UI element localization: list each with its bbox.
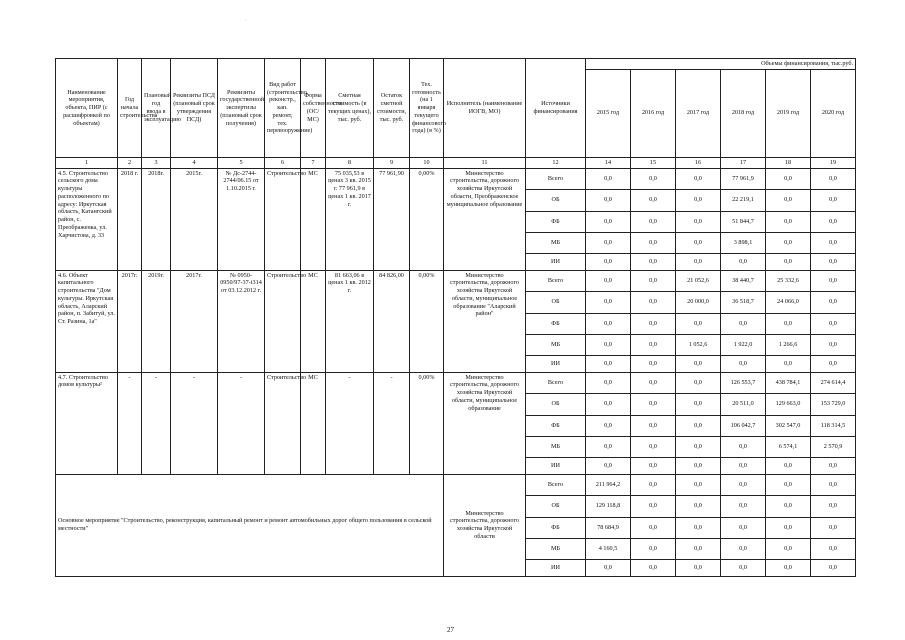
hdr-year: 2015 год	[586, 69, 631, 157]
value-cell: 118 314,5	[811, 415, 856, 436]
value-cell: 0,0	[766, 189, 811, 211]
value-cell: 0,0	[811, 253, 856, 270]
readiness: 0,00%	[410, 372, 444, 474]
value-cell: 0,0	[586, 313, 631, 334]
value-cell: 0,0	[721, 517, 766, 538]
column-number: 19	[811, 157, 856, 168]
value-cell: 0,0	[811, 457, 856, 474]
value-cell: 129 118,8	[586, 495, 631, 517]
value-cell: 0,0	[721, 495, 766, 517]
value-cell: 0,0	[586, 393, 631, 415]
estimate-cost: -	[326, 372, 374, 474]
value-cell: 0,0	[676, 232, 721, 253]
value-cell: 0,0	[811, 334, 856, 355]
hdr-executor: Исполнитель (наименование ИОГВ, МО)	[444, 59, 526, 158]
source-cell: ОБ	[526, 495, 586, 517]
value-cell: 0,0	[631, 538, 676, 559]
source-cell: ИИ	[526, 457, 586, 474]
value-cell: 0,0	[586, 291, 631, 313]
value-cell: 0,0	[721, 474, 766, 495]
source-cell: ОБ	[526, 189, 586, 211]
hdr-volumes: Объемы финансирования, тыс.руб.	[586, 59, 856, 70]
value-cell: 0,0	[721, 559, 766, 576]
value-cell: 0,0	[811, 291, 856, 313]
source-cell: ФБ	[526, 415, 586, 436]
column-number: 10	[410, 157, 444, 168]
value-cell: 0,0	[721, 313, 766, 334]
value-cell: 0,0	[676, 474, 721, 495]
source-cell: ИИ	[526, 253, 586, 270]
year-start: 2017г.	[118, 270, 142, 372]
value-cell: 0,0	[586, 415, 631, 436]
work-type: Строительство	[265, 168, 301, 270]
value-cell: 0,0	[631, 495, 676, 517]
main-event-name: Основное мероприятие "Строительство, реконструкция, капитальный ремонт и ремонт автомобильных дорог общего пользования в сельской местности"	[56, 474, 444, 576]
source-cell: Всего	[526, 168, 586, 189]
value-cell: 0,0	[586, 457, 631, 474]
year-plan: -	[142, 372, 171, 474]
value-cell: 0,0	[631, 474, 676, 495]
value-cell: 0,0	[811, 474, 856, 495]
hdr-name: Наименование мероприятия, объекта, ПИР (с расшифровкой по объектам)	[56, 59, 118, 158]
value-cell: 3 898,1	[721, 232, 766, 253]
hdr-remainder: Остаток сметной стоимости, тыс. руб.	[374, 59, 410, 158]
column-number: 12	[526, 157, 586, 168]
value-cell: 0,0	[631, 559, 676, 576]
hdr-readiness: Тех. готовность (на 1 января текущего финансового года) (в %)	[410, 59, 444, 158]
source-cell: МБ	[526, 436, 586, 457]
value-cell: 0,0	[811, 313, 856, 334]
column-number: 8	[326, 157, 374, 168]
column-number: 11	[444, 157, 526, 168]
expertise-details: № 0950-0950/97-37-i314 от 03.12.2012 г.	[218, 270, 265, 372]
executor: Министерство строительства, дорожного хозяйства Иркутской области, муниципальное образование "Аларский район"	[444, 270, 526, 372]
hdr-year-start: Год начала строительства	[118, 59, 142, 158]
column-number: 4	[171, 157, 218, 168]
value-cell: 0,0	[766, 559, 811, 576]
hdr-year: 2020 год	[811, 69, 856, 157]
source-cell: МБ	[526, 538, 586, 559]
value-cell: 51 844,7	[721, 211, 766, 232]
value-cell: 0,0	[721, 538, 766, 559]
value-cell: 0,0	[631, 313, 676, 334]
source-cell: ИИ	[526, 355, 586, 372]
scan-mark: ·	[245, 18, 247, 24]
readiness: 0,00%	[410, 168, 444, 270]
source-cell: ОБ	[526, 393, 586, 415]
value-cell: 438 784,1	[766, 372, 811, 393]
value-cell: 0,0	[586, 189, 631, 211]
value-cell: 0,0	[766, 313, 811, 334]
value-cell: 0,0	[631, 517, 676, 538]
value-cell: 0,0	[631, 232, 676, 253]
value-cell: 0,0	[676, 211, 721, 232]
value-cell: 0,0	[631, 211, 676, 232]
value-cell: 0,0	[676, 495, 721, 517]
table-body	[56, 168, 856, 576]
column-number: 18	[766, 157, 811, 168]
value-cell: 0,0	[676, 538, 721, 559]
work-type: Строительство	[265, 372, 301, 474]
value-cell: 0,0	[676, 415, 721, 436]
value-cell: 0,0	[811, 270, 856, 291]
value-cell: 21 052,6	[676, 270, 721, 291]
value-cell: 20 511,0	[721, 393, 766, 415]
value-cell: 0,0	[586, 372, 631, 393]
value-cell: 0,0	[811, 559, 856, 576]
column-number: 2	[118, 157, 142, 168]
expertise-details: № Дс-2744-2744/06.15 от 1.10.2015 г.	[218, 168, 265, 270]
value-cell: 0,0	[766, 457, 811, 474]
table-row	[56, 474, 856, 495]
column-number: 15	[631, 157, 676, 168]
value-cell: 0,0	[811, 232, 856, 253]
executor: Министерство строительства, дорожного хозяйства Иркутской области, Преображенское муниципальное образование	[444, 168, 526, 270]
value-cell: 0,0	[766, 474, 811, 495]
hdr-year-plan: Плановый год ввода в эксплуатацию	[142, 59, 171, 158]
expertise-details: -	[218, 372, 265, 474]
remainder-cost: 77 961,90	[374, 168, 410, 270]
source-cell: Всего	[526, 372, 586, 393]
ownership: МС	[301, 270, 326, 372]
value-cell: 0,0	[811, 517, 856, 538]
value-cell: 0,0	[631, 415, 676, 436]
value-cell: 0,0	[811, 211, 856, 232]
value-cell: 0,0	[676, 457, 721, 474]
source-cell: ФБ	[526, 211, 586, 232]
value-cell: 0,0	[586, 355, 631, 372]
column-number: 16	[676, 157, 721, 168]
value-cell: 22 219,1	[721, 189, 766, 211]
estimate-cost: 81 663,06 в ценах 1 кв. 2012 г.	[326, 270, 374, 372]
value-cell: 302 547,0	[766, 415, 811, 436]
column-number: 7	[301, 157, 326, 168]
column-number: 6	[265, 157, 301, 168]
column-number: 17	[721, 157, 766, 168]
value-cell: 0,0	[676, 559, 721, 576]
source-cell: МБ	[526, 334, 586, 355]
value-cell: 0,0	[631, 189, 676, 211]
year-start: -	[118, 372, 142, 474]
hdr-year: 2018 год	[721, 69, 766, 157]
value-cell: 1 922,0	[721, 334, 766, 355]
value-cell: 38 440,7	[721, 270, 766, 291]
object-name: 4.5. Строительство сельского дома культуры расположенного по адресу: Иркутская область, Катангский район, с. Преображенка, ул. Харчистова, д. 33	[56, 168, 118, 270]
hdr-estimate: Сметная стоимость (в текущих ценах), тыс. руб.	[326, 59, 374, 158]
source-cell: Всего	[526, 474, 586, 495]
value-cell: 0,0	[631, 355, 676, 372]
source-cell: Всего	[526, 270, 586, 291]
value-cell: 0,0	[811, 189, 856, 211]
value-cell: 2 570,9	[811, 436, 856, 457]
value-cell: 0,0	[766, 211, 811, 232]
value-cell: 0,0	[586, 334, 631, 355]
value-cell: 0,0	[586, 211, 631, 232]
value-cell: 24 066,0	[766, 291, 811, 313]
value-cell: 0,0	[631, 168, 676, 189]
year-start: 2018 г.	[118, 168, 142, 270]
value-cell: 0,0	[631, 334, 676, 355]
value-cell: 0,0	[631, 291, 676, 313]
value-cell: 0,0	[766, 355, 811, 372]
value-cell: 153 729,0	[811, 393, 856, 415]
value-cell: 36 518,7	[721, 291, 766, 313]
ownership: МС	[301, 168, 326, 270]
column-number: 3	[142, 157, 171, 168]
readiness: 0,00%	[410, 270, 444, 372]
psd-details: -	[171, 372, 218, 474]
value-cell: 0,0	[676, 393, 721, 415]
executor: Министерство строительства, дорожного хозяйства Иркутской области, муниципальное образование	[444, 372, 526, 474]
value-cell: 0,0	[676, 436, 721, 457]
value-cell: 4 160,5	[586, 538, 631, 559]
object-name: 4.6. Объект капитального строительства "Дом культуры. Иркутская область, Аларский район, п. Забитуй, ул. Ст. Разина, 1а"	[56, 270, 118, 372]
value-cell: 0,0	[631, 436, 676, 457]
value-cell: 1 266,6	[766, 334, 811, 355]
remainder-cost: -	[374, 372, 410, 474]
value-cell: 0,0	[721, 457, 766, 474]
value-cell: 0,0	[676, 372, 721, 393]
value-cell: 0,0	[721, 436, 766, 457]
column-number: 9	[374, 157, 410, 168]
hdr-year: 2017 год	[676, 69, 721, 157]
value-cell: 0,0	[766, 538, 811, 559]
source-cell: ИИ	[526, 559, 586, 576]
value-cell: 0,0	[586, 270, 631, 291]
column-number: 5	[218, 157, 265, 168]
column-number-row	[56, 157, 856, 168]
column-number: 1	[56, 157, 118, 168]
value-cell: 0,0	[721, 253, 766, 270]
psd-details: 2015г.	[171, 168, 218, 270]
value-cell: 211 964,2	[586, 474, 631, 495]
hdr-year: 2016 год	[631, 69, 676, 157]
value-cell: 0,0	[676, 253, 721, 270]
value-cell: 20 000,0	[676, 291, 721, 313]
value-cell: 0,0	[811, 495, 856, 517]
value-cell: 0,0	[586, 232, 631, 253]
psd-details: 2017г.	[171, 270, 218, 372]
value-cell: 274 614,4	[811, 372, 856, 393]
work-type: Строительство	[265, 270, 301, 372]
value-cell: 77 961,9	[721, 168, 766, 189]
main-event-executor: Министерство строительства, дорожного хозяйства Иркутской области	[444, 474, 526, 576]
hdr-expertise: Реквизиты государственной экспертизы (плановый срок получения)	[218, 59, 265, 158]
value-cell: 0,0	[766, 232, 811, 253]
value-cell: 0,0	[811, 168, 856, 189]
hdr-psd: Реквизиты ПСД (плановый срок утверждения ПСД)	[171, 59, 218, 158]
value-cell: 0,0	[811, 538, 856, 559]
hdr-sources: Источники финансирования	[526, 59, 586, 158]
value-cell: 0,0	[676, 355, 721, 372]
page-number: 27	[447, 626, 454, 634]
value-cell: 0,0	[766, 517, 811, 538]
value-cell: 0,0	[766, 168, 811, 189]
table-row	[56, 372, 856, 393]
value-cell: 126 553,7	[721, 372, 766, 393]
value-cell: 0,0	[676, 517, 721, 538]
value-cell: 0,0	[631, 457, 676, 474]
value-cell: 0,0	[631, 393, 676, 415]
estimate-cost: 75 035,53 в ценах 3 кв. 2015 г. 77 961,9 в ценах 1 кв. 2017 г.	[326, 168, 374, 270]
value-cell: 0,0	[811, 355, 856, 372]
column-number: 14	[586, 157, 631, 168]
hdr-work-type: Вид работ (строительство, реконстр., кап. ремонт, тех. перевооружение)	[265, 59, 301, 158]
value-cell: 106 042,7	[721, 415, 766, 436]
value-cell: 0,0	[586, 436, 631, 457]
source-cell: ФБ	[526, 313, 586, 334]
value-cell: 0,0	[586, 253, 631, 270]
value-cell: 6 574,1	[766, 436, 811, 457]
financing-table	[55, 58, 856, 577]
object-name: 4.7. Строительство домов культуры²	[56, 372, 118, 474]
source-cell: ОБ	[526, 291, 586, 313]
table-row	[56, 168, 856, 189]
value-cell: 1 052,6	[676, 334, 721, 355]
value-cell: 0,0	[676, 313, 721, 334]
remainder-cost: 84 826,00	[374, 270, 410, 372]
table-row	[56, 270, 856, 291]
hdr-year: 2019 год	[766, 69, 811, 157]
value-cell: 0,0	[766, 495, 811, 517]
value-cell: 0,0	[631, 372, 676, 393]
value-cell: 0,0	[676, 189, 721, 211]
source-cell: МБ	[526, 232, 586, 253]
value-cell: 78 684,9	[586, 517, 631, 538]
value-cell: 0,0	[631, 270, 676, 291]
value-cell: 0,0	[631, 253, 676, 270]
value-cell: 0,0	[586, 559, 631, 576]
ownership: МС	[301, 372, 326, 474]
value-cell: 0,0	[721, 355, 766, 372]
value-cell: 25 332,6	[766, 270, 811, 291]
year-plan: 2018г.	[142, 168, 171, 270]
value-cell: 0,0	[586, 168, 631, 189]
hdr-ownership: Форма собственности (ОС/МС)	[301, 59, 326, 158]
value-cell: 0,0	[766, 253, 811, 270]
source-cell: ФБ	[526, 517, 586, 538]
year-plan: 2019г.	[142, 270, 171, 372]
value-cell: 0,0	[676, 168, 721, 189]
value-cell: 129 663,0	[766, 393, 811, 415]
